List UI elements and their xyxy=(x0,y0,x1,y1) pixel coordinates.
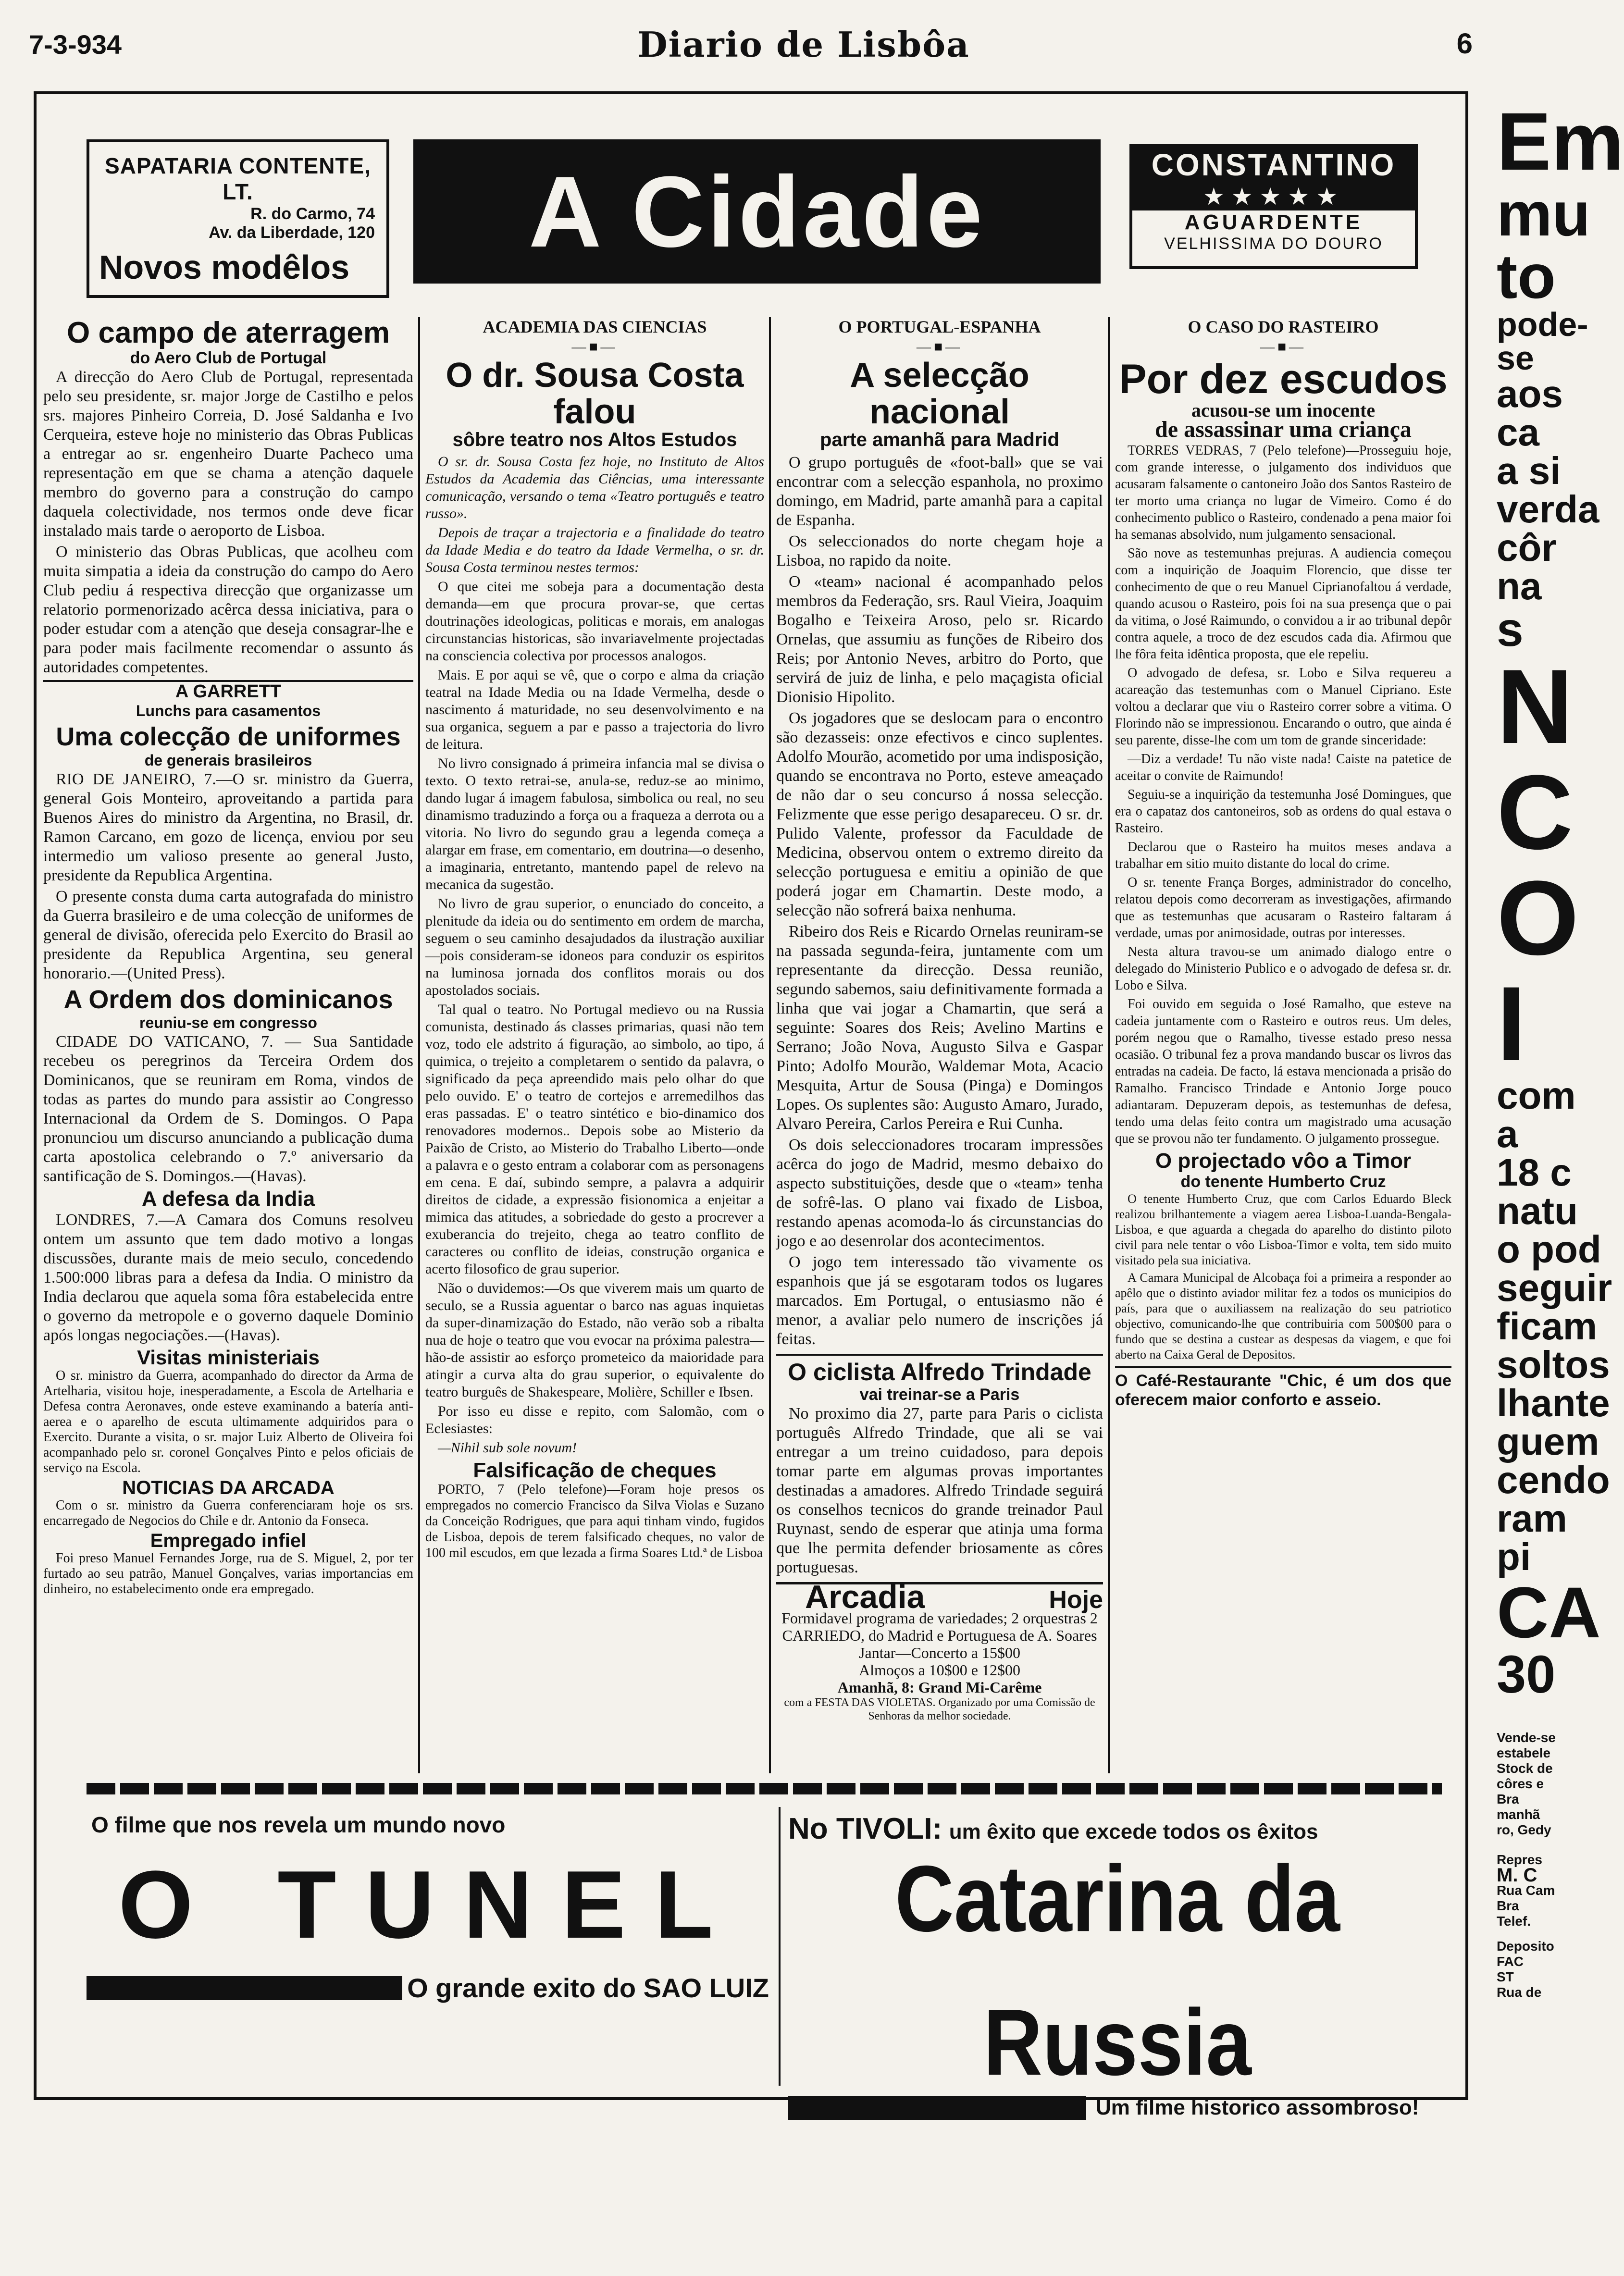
strip-word: N xyxy=(1497,647,1573,766)
article-paragraph: Mais. E por aqui se vê, que o corpo e alma da criação teatral na Idade Media ou na Idade Vermelha, desde o nascimento á maturidade, no seu desenvolvimento e na sua organica, seguem a par e passo a trajectoria do livro de leitura. xyxy=(425,667,764,753)
strip-ad-line: Rua de xyxy=(1497,1985,1542,2000)
strip-word: o pod xyxy=(1497,1228,1601,1271)
strip-word: guem xyxy=(1497,1420,1599,1463)
subhead-generais: de generais brasileiros xyxy=(144,751,312,769)
strip-word: verda xyxy=(1497,488,1599,531)
strip-word: s xyxy=(1497,603,1524,656)
article-paragraph: —Nihil sub sole novum! xyxy=(438,1440,577,1456)
ad-arcadia-line: Amanhã, 8: Grand Mi-Carême xyxy=(837,1678,1042,1696)
strip-word: seguir xyxy=(1497,1266,1612,1309)
ad-garrett-name: A GARRETT xyxy=(43,680,413,701)
article-paragraph: Os seleccionados do norte chegam hoje a Lisboa, no rapido da noite. xyxy=(776,532,1103,570)
subhead-humberto-cruz: do tenente Humberto Cruz xyxy=(1180,1173,1386,1191)
article-paragraph: O «team» nacional é acompanhado pelos membros da Federação, srs. Raul Vieira, Joaquim Bogalho e Teixeira Aroso, pelo sr. Ricardo Ornelas, que assumiu as funções de Ribeiro dos Reis; por Antonio Neves, arbitro do Porto, que servirá de juiz de linha, e pelo maçagista oficial Dionisio Hipolito. xyxy=(776,573,1103,706)
article-paragraph: O advogado de defesa, sr. Lobo e Silva requereu a acareação das testemunhas com o Manuel Cipriano. Este voltou a declarar que viu o Rasteiro correr sobre a vitima. O Florindo não se impressionou. Encarando o outro, que ainda é seu parente, disse-lhe com um tom de grande sinceridade: xyxy=(1115,666,1451,748)
column-2 xyxy=(425,317,764,1778)
subhead-paris: vai treinar-se a Paris xyxy=(859,1385,1020,1404)
headline-uniformes: Uma colecção de uniformes xyxy=(56,722,401,752)
article-paragraph: Nesta altura travou-se um animado dialogo entre o delegado do Ministerio Publico e o advogado de defesa sr. dr. Lobo e Silva. xyxy=(1115,944,1451,993)
article-paragraph: São nove as testemunhas prejuras. A audiencia começou com a inquirição de Joaquim Florencio, que disse ter conhecimento de que o reu Manuel Ciprianofaltou á verdade, quando acusou o Rasteiro, pois foi na sua presença que o pai da vitima, o José Raimundo, o convidou a ir ao tribunal depôr contra aquele, a troco de dez escudos cada dia. Afirmou que lhe fôra feita idêntica proposta, que ele repeliu. xyxy=(1115,546,1451,662)
ad-arcadia-line: Jantar—Concerto a 15$00 xyxy=(859,1644,1020,1661)
ad-catarina-tag: Um filme historico assombroso! xyxy=(1096,2096,1419,2119)
strip-ad-line: Bra xyxy=(1497,1792,1519,1806)
column-rule-2 xyxy=(769,317,771,1773)
article-paragraph: A direcção do Aero Club de Portugal, representada pelo seu presidente, sr. major Jorge de Castilho e pelos srs. majores Pinheiro Correia, D. José Saldanha e Ivo Cerqueira, esteve hoje no ministerio das Obras Publicas a entregar ao sr. engenheiro Duarte Pacheco uma representação em que se chama a atenção daquele membro do governo para a construção do campo daquela colectividade, nos termos onde deve ficar instalado mais tarde o aeroporto de Lisboa. xyxy=(43,368,413,540)
article-paragraph: Por isso eu disse e repito, com Salomão, com o Eclesiastes: xyxy=(425,1403,764,1437)
separator: —■— xyxy=(916,339,963,355)
section-banner xyxy=(413,139,1101,284)
article-paragraph: O que citei me sobeja para a documentação desta demanda—em que procura provar-se, que certas doutrinações ideologicas, politicas e morais, em analogas circunstancias historicas, são invariavelmente projectadas na consciencia colectiva por processos analogos. xyxy=(425,579,764,664)
strip-word: cendo xyxy=(1497,1459,1610,1501)
article-paragraph: LONDRES, 7.—A Camara dos Comuns resolveu ontem um assunto que tem dado motivo a longas discussões, durante mais de meio seculo, concedendo 1.500:000 libras para a defesa da India. O ministro da India declarou que aquela soma fôra estabelecida entre o governo da metropole e o governo daquele Dominio após longas negociações.—(Havas). xyxy=(43,1211,413,1344)
strip-word: aos ca xyxy=(1497,372,1563,454)
article-paragraph: A Camara Municipal de Alcobaça foi a primeira a responder ao apêlo que o distinto aviador militar fez a todos os municipios do país, para que o auxiliassem na realização do seu patriotico objectivo, comunicando-lhe que contribuiria com 500$00 para o fundo que se destina a custear as despesas da viagem, e que foi aberto na Caixa Geral de Depositos. xyxy=(1115,1271,1451,1362)
article-paragraph: Com o sr. ministro da Guerra conferenciaram hoje os srs. encarregado de Negocios do Chile e dr. Antonio da Fonseca. xyxy=(43,1497,413,1528)
article-paragraph: O sr. ministro da Guerra, acompanhado do director da Arma de Artelharia, visitou hoje, inesperadamente, a Escola de Artelharia e Defesa contra Aeronaves, onde esteve examinando a batería anti-aerea e o aparelho de escuta ultimamente adquiridos para o Exercito. Durante a visita, o sr. major Luiz Alberto de Oliveira foi acompanhado pelo sr. coronel Gonçalves Pinto e pelos oficiais de serviço na Escola. xyxy=(43,1368,413,1475)
strip-word: natu xyxy=(1497,1189,1578,1232)
column-3 xyxy=(776,317,1103,1778)
strip-ad-line: ro, Gedy xyxy=(1497,1822,1551,1837)
ad-sapataria xyxy=(87,139,389,298)
article-paragraph: No proximo dia 27, parte para Paris o ciclista português Alfredo Trindade, que ali se vai entregar a um treino cuidadoso, para depois tomar parte em algumas provas importantes destinadas a amadores. Alfredo Trindade seguirá os conselhos tecnicos do grande treinador Paul Ruynast, sendo de esperar que atinja uma forma que lhe permita defender briosamente as côres portuguesas. xyxy=(776,1404,1103,1576)
strip-word: a si xyxy=(1497,449,1561,492)
strip-word: pode-se xyxy=(1497,306,1588,377)
article-paragraph: O grupo português de «foot-ball» que se vai encontrar com a selecção espanhola, no proximo domingo, em Madrid, parte amanhã para a capital de Espanha. xyxy=(776,454,1103,530)
strip-word: soltos xyxy=(1497,1343,1610,1386)
article-paragraph: Os jogadores que se deslocam para o encontro são dezasseis: onze efectivos e cinco suplentes. Adolfo Mourão, acometido por uma indisposição, quando se encontrava no Porto, esteve ameaçado de não dar o seu concurso á nossa selecção. Felizmente que esse perigo desapareceu. O sr. dr. Pulido Valente, professor da Faculdade de Medicina, observou ontem o extremo direito da selecção portuguesa e emitiu a opinião de que poderá jogar em Chamartin. Deste modo, a selecção não sofrerá baixa nenhuma. xyxy=(776,709,1103,920)
ad-constantino-brand: CONSTANTINO xyxy=(1132,147,1415,183)
headline-falsificacao: Falsificação de cheques xyxy=(473,1459,717,1483)
article-paragraph: O ministerio das Obras Publicas, que acolheu com muita simpatia a ideia da construção do campo do Aero Club pediu á respectiva direcção que organizasse um relatorio pormenorizado acêrca dessa iniciativa, para o poder estudar com a atenção que deseja consagrar-lhe e para poder mais facilmente recomendar o assunto ás autoridades competentes. xyxy=(43,543,413,677)
column-1 xyxy=(43,317,413,1778)
ad-sapataria-name: SAPATARIA CONTENTE, LT. xyxy=(105,153,371,204)
ad-arcadia-name: Arcadia xyxy=(805,1578,925,1615)
bottom-decorative-stripe xyxy=(87,1783,1442,1794)
ad-arcadia-when: Hoje xyxy=(1049,1585,1103,1614)
ad-catarina xyxy=(788,1812,1447,2119)
strip-ad-line: Rua Cam xyxy=(1497,1883,1555,1898)
ad-catarina-venue: No TIVOLI: xyxy=(788,1812,942,1845)
strip-ad-line: manhã xyxy=(1497,1807,1540,1822)
ad-sapataria-addr2: Av. da Liberdade, 120 xyxy=(209,223,375,242)
strip-ad-line: Bra xyxy=(1497,1898,1519,1913)
article-paragraph: Foi ouvido em seguida o José Ramalho, que esteve na cadeia juntamente com o Rasteiro e outros reus. Um deles, porém negou que o Ramalho, tivesse estado preso nessa ocasião. O tribunal fez a prova mandando buscar os livros das entradas na cadeia. De facto, lá estava mencionada a prisão do Ramalho. Francisco Trindade e Antonio Jorge pouco adiantaram. Depuzeram depois, as testemunhas de defesa, tendo uma delas feito contra um magistrado uma acusação que se provou não ter fundamento. O julgamento prossegue. xyxy=(1115,997,1451,1147)
article-paragraph: Não o duvidemos:—Os que viverem mais um quarto de seculo, se a Russia aguentar o barco nas aguas inquietas da super-dinamização do Estado, não verão sob a ribalta nua de hoje o teatro que vou evocar na próxima palestra—hão-de assistir ao esforço prometeico da maioridade para atingir a curva alta do grau superior, o equivalente do teatro burguês de Shakespeare, Molière, Schiller e Ibsen. xyxy=(425,1280,764,1400)
ad-constantino-line2: VELHISSIMA DO DOURO xyxy=(1164,235,1383,253)
strip-ad-line: Deposito xyxy=(1497,1939,1554,1954)
article-paragraph: Os dois seleccionadores trocaram impressões acêrca do jogo de Madrid, mesmo debaixo do aspecto substituições, desde que o «team» tenha de sofrê-las. O plano vai fixado de Lisboa, restando apenas acomoda-lo ás circunstancias do jogo e ao desenrolar dos acontecimentos. xyxy=(776,1136,1103,1250)
ad-constantino xyxy=(1129,144,1418,269)
strip-ad-line: Stock de xyxy=(1497,1761,1553,1776)
headline-visitas: Visitas ministeriais xyxy=(137,1346,320,1369)
strip-word: lhante xyxy=(1497,1382,1610,1424)
article-paragraph: —Diz a verdade! Tu não viste nada! Caiste na patetice de aceitar o convite de Raimundo! xyxy=(1115,752,1451,784)
ad-sapataria-addr1: R. do Carmo, 74 xyxy=(250,205,375,223)
separator: —■— xyxy=(571,339,618,355)
subhead-congresso: reuniu-se em congresso xyxy=(139,1014,317,1032)
ad-constantino-line1: AGUARDENTE xyxy=(1184,210,1363,234)
strip-word: côr na xyxy=(1497,526,1557,607)
subhead-madrid: parte amanhã para Madrid xyxy=(820,429,1059,451)
headline-voo-timor: O projectado vôo a Timor xyxy=(1155,1149,1412,1173)
strip-word: ram pi xyxy=(1497,1497,1567,1578)
strip-word: to xyxy=(1497,241,1556,311)
article-paragraph: O jogo tem interessado tão vivamente os espanhois que já se esgotaram todos os lugares marcados. Em Portugal, o entusiasmo não é menor, a avaliar pelo numero de inscrições já feitas. xyxy=(776,1253,1103,1348)
headline-empregado-infiel: Empregado infiel xyxy=(150,1530,307,1551)
ad-arcadia-line: Formidavel programa de variedades; 2 orquestras 2 CARRIEDO, do Madrid e Portuguesa de A. Soares xyxy=(781,1609,1098,1644)
strip-word: CA xyxy=(1497,1572,1601,1653)
article-paragraph: Declarou que o Rasteiro ha muitos meses andava a trabalhar em sitio muito distante do local do crime. xyxy=(1115,840,1451,872)
ad-constantino-stars: ★★★★★ xyxy=(1132,183,1415,210)
headline-sousa-costa: O dr. Sousa Costa falou xyxy=(446,356,744,431)
column-rule-3 xyxy=(1108,317,1110,1773)
headline-dominicanos: A Ordem dos dominicanos xyxy=(63,985,393,1014)
headline-dez-escudos: Por dez escudos xyxy=(1119,356,1448,402)
column-4 xyxy=(1115,317,1451,1778)
strip-ad-line: FAC xyxy=(1497,1954,1524,1969)
strip-ad-line: côres e xyxy=(1497,1776,1544,1791)
subhead-aero-club: do Aero Club de Portugal xyxy=(130,349,327,368)
strip-ad-line: Telef. xyxy=(1497,1914,1531,1929)
ad-o-tunel-tag: O grande exito do SAO LUIZ xyxy=(407,1973,769,2003)
strip-ad-line: Repres xyxy=(1497,1852,1542,1867)
ad-chic: O Café-Restaurante "Chic, é um dos que oferecem maior conforto e asseio. xyxy=(1115,1366,1451,1410)
article-paragraph: CIDADE DO VATICANO, 7. — Sua Santidade recebeu os peregrinos da Terceira Ordem dos Dominicanos, que se reuniram em Roma, vindos de todas as partes do mundo para assistir ao Congresso Internacional da Ordem de S. Domingos. O Papa pronunciou um discurso anunciando a publicação duma carta apostolica celebrando o 7.º aniversario da santificação de S. Domingos.—(Havas). xyxy=(43,1033,413,1186)
headline-ciclista: O ciclista Alfredo Trindade xyxy=(776,1354,1103,1385)
headline-defesa-india: A defesa da India xyxy=(141,1187,315,1211)
adjacent-page-text xyxy=(1497,96,1624,1704)
section-title: A Cidade xyxy=(528,155,986,268)
bottom-divider xyxy=(779,1807,781,2086)
article-paragraph: O sr. tenente França Borges, administrador do concelho, relatou depois como decorreram as investigações, afirmando que as testemunhas que acusaram o Rasteiro faltaram á verdade, umas por animosidade, outras por interesses. xyxy=(1115,875,1451,941)
ad-catarina-kicker: um êxito que excede todos os êxitos xyxy=(949,1820,1318,1843)
kicker-academia: ACADEMIA DAS CIENCIAS xyxy=(483,317,707,336)
headline-seleccao: A selecção nacional xyxy=(850,356,1029,431)
strip-ad-line: M. C xyxy=(1497,1865,1537,1886)
ad-garrett-tagline: Lunchs para casamentos xyxy=(136,702,321,720)
strip-word: I xyxy=(1497,965,1526,1083)
ad-catarina-title: Catarina da Russia xyxy=(895,1846,1340,2095)
article-paragraph: Foi preso Manuel Fernandes Jorge, rua de S. Miguel, 2, por ter furtado ao seu patrão, Manuel Gonçalves, varias importancias em dinheiro, no estabelecimento onde era empregado. xyxy=(43,1550,413,1596)
subhead-teatro: sôbre teatro nos Altos Estudos xyxy=(452,429,737,451)
kicker-portugal-espanha: O PORTUGAL-ESPANHA xyxy=(838,317,1041,336)
strip-word: C xyxy=(1497,753,1573,871)
article-paragraph: Tal qual o teatro. No Portugal medievo ou na Russia comunista, destinado ás classes primarias, quasi não tem voz, todo ele adstrito á figuração, ao simbolo, ao tipo, á quimica, o trejeito a completarem o sentido da palavra, o significado da peça apreendido mais pelo olhar do que pelo ouvido. E' o teatro de cortejos e arremedilhos das eras passadas. E' o teatro sintético e bio-dinamico dos renovadores modernos.. Depois sobe ao Misterio da Paixão de Cristo, ao Misterio do Trabalho Liberto—onde a palavra e o gesto entram a colaborar com as personagens em cena. E daí, subindo sempre, a palavra a adquirir direitos de cidade, a expressão fisionomica a enjeitar a mimica das atitudes, a sobriedade do gesto a procrever a exuberancia do trejeito, chega ao teatro conflito de caracteres ou conflito de ideias, construção organica e acerto filosofico de grau superior. xyxy=(425,1002,764,1277)
strip-word: mu xyxy=(1497,179,1590,249)
article-paragraph: PORTO, 7 (Pelo telefone)—Foram hoje presos os empregados no comercio Francisco da Silva Violas e Suzano da Conceição Rodrigues, que para aqui tinham vindo, fugidos de Lisboa, depois de terem falsificado cheques, no valor de 100 mil escudos, em que lezada a firma Soares Ltd.ª de Lisboa xyxy=(425,1482,764,1561)
headline-campo-aterragem: O campo de aterragem xyxy=(67,316,390,349)
subhead-inocente: acusou-se um inocente xyxy=(1191,399,1376,421)
strip-word: Em xyxy=(1497,96,1624,187)
ad-arcadia-line: com a FESTA DAS VIOLETAS. Organizado por uma Comissão de Senhoras da melhor sociedade. xyxy=(784,1696,1095,1722)
article-paragraph: O presente consta duma carta autografada do ministro da Guerra brasileiro e de uma colecção de uniformes de general de divisão, oferecida pelo Exercito do Brasil ao presidente da Republica Argentina, seu general honorario.—(United Press). xyxy=(43,887,413,982)
article-paragraph: O tenente Humberto Cruz, que com Carlos Eduardo Bleck realizou brilhantemente a viagem aerea Lisboa-Luanda-Bengala-Lisboa, e que aguarda a chegada do aparelho do distinto piloto civil para nele tentar o vôo Lisboa-Timor e volta, tem sido muito visitado pela sua iniciativa. xyxy=(1115,1192,1451,1268)
article-paragraph: RIO DE JANEIRO, 7.—O sr. ministro da Guerra, general Gois Monteiro, aproveitando a partida para Buenos Aires do ministro da Argentina, no Brasil, dr. Ramon Carcano, em gozo de licença, enviou por seu intermedio um valioso presente ao general Justo, presidente da Republica Argentina. xyxy=(43,770,413,884)
separator: —■— xyxy=(1260,339,1307,355)
headline-noticias-arcada: NOTICIAS DA ARCADA xyxy=(122,1477,335,1498)
ad-o-tunel-bar xyxy=(87,1976,402,2000)
adjacent-page-ad xyxy=(1497,1730,1607,2115)
strip-word: ficam xyxy=(1497,1305,1597,1348)
ad-o-tunel-kicker: O filme que nos revela um mundo novo xyxy=(91,1812,506,1837)
ad-arcadia-line: Almoços a 10$00 e 12$00 xyxy=(859,1661,1020,1679)
strip-word: 18 c xyxy=(1497,1151,1572,1194)
article-paragraph: TORRES VEDRAS, 7 (Pelo telefone)—Prosseguiu hoje, com grande interesse, o julgamento dos individuos que acusaram falsamente o cantoneiro João dos Santos Rasteiro de ter morto uma criança no lugar de Vimeiro. Como é do conhecimento publico o Rasteiro, condenado a pena maior foi ha semanas absolvido, num julgamento sensacional. xyxy=(1115,443,1451,543)
ad-sapataria-slogan: Novos modêlos xyxy=(99,248,350,286)
article-lead: O sr. dr. Sousa Costa fez hoje, no Instituto de Altos Estudos da Academia das Ciências, uma interessante comunicação, versando o tema «Teatro português e teatro russo». xyxy=(425,454,764,522)
strip-word: O xyxy=(1497,859,1579,977)
ad-arcadia xyxy=(776,1578,1103,1723)
strip-ad-line: estabele xyxy=(1497,1745,1551,1760)
newspaper-title: Diario de Lisbôa xyxy=(637,24,970,65)
page-number: 6 xyxy=(1456,27,1473,60)
ad-o-tunel-title: O TUNEL xyxy=(118,1851,742,1958)
strip-word: com a xyxy=(1497,1074,1576,1155)
article-paragraph: Ribeiro dos Reis e Ricardo Ornelas reuniram-se na passada segunda-feira, juntamente com um representante da direcção. Dessa reunião, segundo sabemos, saiu definitivamente formada a linha que vai jogar a Chamartin, que será a seguinte: Soares dos Reis; Avelino Martins e Serrano; João Nova, Augusto Silva e Gaspar Pinto; Adolfo Mourão, Waldemar Mota, Acacio Mesquita, Artur de Sousa (Pinga) e Domingos Lopes. Os suplentes são: Augusto Amaro, Jurado, Alvaro Pereira, Carlos Pereira e Rui Cunha. xyxy=(776,923,1103,1133)
ad-o-tunel xyxy=(87,1812,774,2086)
column-rule-1 xyxy=(418,317,420,1773)
subhead-crianca: de assassinar uma criança xyxy=(1155,417,1412,443)
strip-word: 30 xyxy=(1497,1645,1556,1704)
article-paragraph: No livro de grau superior, o enunciado do conceito, a plenitude da ideia ou do sentimento em ordem de marcha, seguem o seu caminho desajudados da ilustração auxiliar—pois consideram-se idoneos para conduzir os espiritos na luminosa jornada dos conflitos morais ou dos apostolados sociais. xyxy=(425,896,764,999)
issue-date: 7-3-934 xyxy=(29,29,122,60)
strip-ad-line: ST xyxy=(1497,1969,1514,1984)
article-lead: Depois de traçar a trajectoria e a finalidade do teatro da Idade Media e do teatro da Idade Vermelha, o sr. dr. Sousa Costa terminou nestes termos: xyxy=(425,525,764,576)
article-paragraph: Seguiu-se a inquirição da testemunha José Domingues, que era o capataz dos cantoneiros, sob as ordens do qual estava o Rasteiro. xyxy=(1115,787,1451,836)
strip-ad-line: Vende-se xyxy=(1497,1730,1556,1745)
kicker-caso-rasteiro: O CASO DO RASTEIRO xyxy=(1188,317,1379,336)
article-paragraph: No livro consignado á primeira infancia mal se divisa o texto. O texto retrai-se, anula-se, reduz-se ao minimo, dando lugar á imagem fabulosa, simbolica ou real, no seu dinamismo traduzindo a força ou a fraqueza a derrota ou a vitoria. No livro do segundo grau a legenda começa a alargar em frase, em comentario, em doutrina—o desenho, a imaginaria, entretanto, mantendo papel de relevo na mecanica da sugestão. xyxy=(425,755,764,893)
